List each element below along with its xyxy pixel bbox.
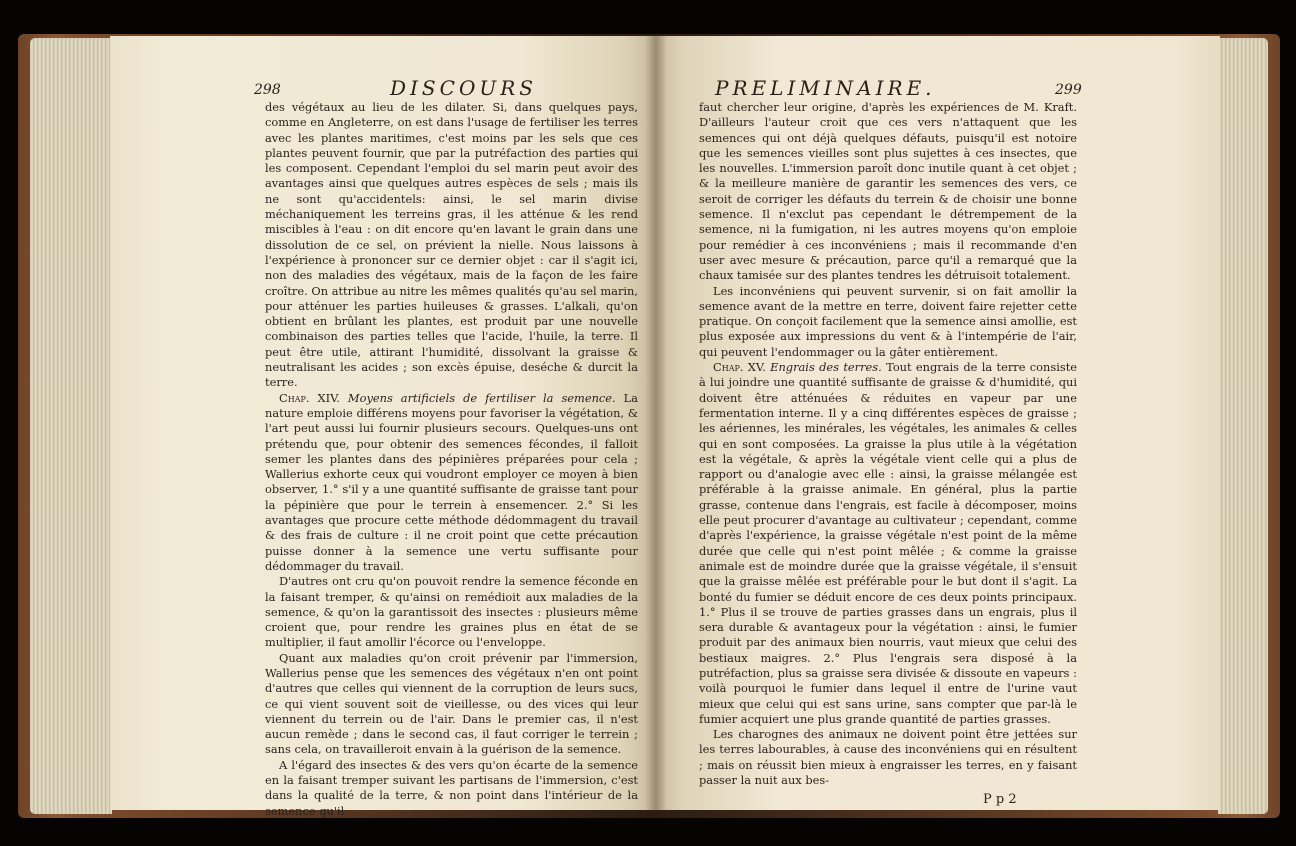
chapter-14-paragraph <box>265 391 638 575</box>
left-paragraph: des végétaux au lieu de les dilater. Si, dans quelques pays, comme en Angleterre, on est dans l'usage de fertiliser les terres avec les plantes maritimes, c'est moins par les sels que ces plantes peuvent fournir, que par la putréfaction des parties qui les composent. Cependant l'emploi du sel marin peut avoir des avantages ainsi que quelques autres espèces de sels ; mais ils ne sont qu'accidentels: ainsi, le sel marin divise méchaniquement les terreins gras, il les atténue & les rend miscibles à l'eau : on dit encore qu'en lavant le grain dans une dissolution de ce sel, on prévient la nielle. Nous laissons à l'expérience à prononcer sur ce dernier objet : car il s'agit ici, non des maladies des végétaux, mais de la façon de les faire croître. On attribue au nitre les mêmes qualités qu'au sel marin, pour atténuer les parties huileuses & grasses. L'alkali, qu'on obtient en brûlant les plantes, est produit par une nouvelle combinaison des parties telles que l'acide, l'huile, la terre. Il peut être utile, attirant l'humidité, dissolvant la graisse & neutralisant les acides ; son excès épuise, deséche & durcit la terre. <box>265 100 638 390</box>
right-page-number: 299 <box>1055 82 1082 98</box>
chapter-14-label: Chap. XIV. <box>279 390 340 405</box>
left-running-head: DISCOURS <box>390 76 537 100</box>
chapter-14-title: Moyens artificiels de fertiliser la semence. <box>347 390 616 405</box>
right-paragraph: Les charognes des animaux ne doivent point être jettées sur les terres labourables, à cause des inconvéniens qui en résultent ; mais on réussit bien mieux à engraisser les terres, en y faisant passer la nuit aux bes- <box>699 727 1077 788</box>
left-paragraph: D'autres ont cru qu'on pouvoit rendre la semence féconde en la faisant tremper, & qu'ainsi on remédioit aux maladies de la semence, & qu'on la garantissoit des insectes : plusieurs même croient que, pour rendre les graines plus en état de se multiplier, il faut amollir l'écorce ou l'enveloppe. <box>265 574 638 650</box>
chapter-15-text: Tout engrais de la terre consiste à lui joindre une quantité suffisante de graisse & d'humidité, qui doivent être atténuées & réduites en vapeur par une fermentation interne. Il y a cinq différentes espèces de graisse ; les aériennes, les minérales, les végétales, les animales & celles qui en sont composées. La graisse la plus utile à la végétation est la végétale, & après la végétale vient celle qui a plus de rapport ou d'analogie avec elle : ainsi, la graisse mélangée est préférable à la graisse animale. En général, plus la partie grasse, contenue dans l'engrais, est facile à décomposer, moins elle peut procurer d'avantage au cultivateur ; cependant, comme d'après l'expérience, la graisse végétale n'est point de la même durée que celle qui n'est point mêlée ; & comme la graisse animale est de moindre durée que la graisse végétale, il s'ensuit que la graisse mêlée est préférable pour le but dont il s'agit. La bonté du fumier se déduit encore de ces deux points principaux. 1.° Plus il se trouve de parties grasses dans un engrais, plus il sera durable & avantageux pour la végétation : ainsi, le fumier produit par des animaux bien nourris, vaut mieux que celui des bestiaux maigres. 2.° Plus l'engrais sera disposé à la putréfaction, plus sa graisse sera divisée & dissoute en vapeurs : voilà pourquoi le fumier dans lequel il entre de l'urine vaut mieux que celui qui est sans urine, sans compter que par-là le fumier acquiert une plus grande quantité de parties grasses. <box>699 360 1078 726</box>
left-text-block <box>265 100 638 819</box>
page-edges-right <box>1218 38 1268 814</box>
book-gutter <box>645 36 667 810</box>
right-paragraph: faut chercher leur origine, d'après les expériences de M. Kraft. D'ailleurs l'auteur croit que ces vers n'attaquent que les semences qui ont déjà quelques défauts, puisqu'il est notoire que les semences vieilles sont plus sujettes à ces insectes, que les nouvelles. L'immersion paroît donc inutile quant à cet objet ; & la meilleure manière de garantir les semences des vers, ce seroit de corriger les défauts du terrein & de choisir une bonne semence. Il n'exclut pas cependant le détrempement de la semence, ni la fumigation, ni les autres moyens qu'on emploie pour remédier à ces inconvéniens ; mais il recommande d'en user avec mesure & précaution, parce qu'il a remarqué que la chaux tamisée sur des plantes tendres les détruisoit totalement. <box>699 100 1077 283</box>
chapter-15-label: Chap. XV. <box>713 360 766 375</box>
chapter-14-text: La nature emploie différens moyens pour favoriser la végétation, & l'art peut aussi lui fournir plusieurs secours. Quelques-uns ont prétendu que, pour obtenir des semences fécondes, il falloit semer les plantes dans des pépinières préparées pour cela ; Wallerius exhorte ceux qui voudront employer ce moyen à bien observer, 1.° s'il y a une quantité suffisante de graisse tant pour la pépinière que pour le terrein à ensemencer. 2.° Si les avantages que procure cette méthode dédommagent du travail & des frais de culture : il ne croit point que cette précaution puisse donner à la semence une vertu suffisante pour dédommager du travail. <box>265 390 639 573</box>
left-paragraph: A l'égard des insectes & des vers qu'on écarte de la semence en la faisant tremper suivant les partisans de l'immersion, c'est dans la qualité de la terre, & non point dans l'intérieur de la semence qu'il <box>265 757 638 818</box>
chapter-15-title: Engrais des terres. <box>770 360 882 375</box>
right-running-head: PRELIMINAIRE. <box>715 76 936 100</box>
right-paragraph: Les inconvéniens qui peuvent survenir, si on fait amollir la semence avant de la mettre en terre, doivent faire rejetter cette pratique. On conçoit facilement que la semence ainsi amollie, est plus exposée aux impressions du vent & à l'intempérie de l'air, qui peuvent l'endommager ou la gâter entièrement. <box>699 283 1077 359</box>
right-text-block <box>699 100 1077 788</box>
page-edges-left <box>30 38 112 814</box>
left-page <box>110 36 655 818</box>
left-page-number: 298 <box>254 82 281 98</box>
signature-mark: P p 2 <box>983 792 1017 807</box>
left-paragraph: Quant aux maladies qu'on croit prévenir par l'immersion, Wallerius pense que les semences des végétaux n'en ont point d'autres que celles qui viennent de la corruption de leurs sucs, ce qui vient souvent soit de vieillesse, ou des vices qui leur viennent du terrein ou de l'air. Dans le premier cas, il n'est aucun remède ; dans le second cas, il faut corriger le terrein ; sans cela, on travailleroit envain à la guérison de la semence. <box>265 650 638 757</box>
chapter-15-paragraph <box>699 360 1077 727</box>
right-page <box>655 36 1220 810</box>
